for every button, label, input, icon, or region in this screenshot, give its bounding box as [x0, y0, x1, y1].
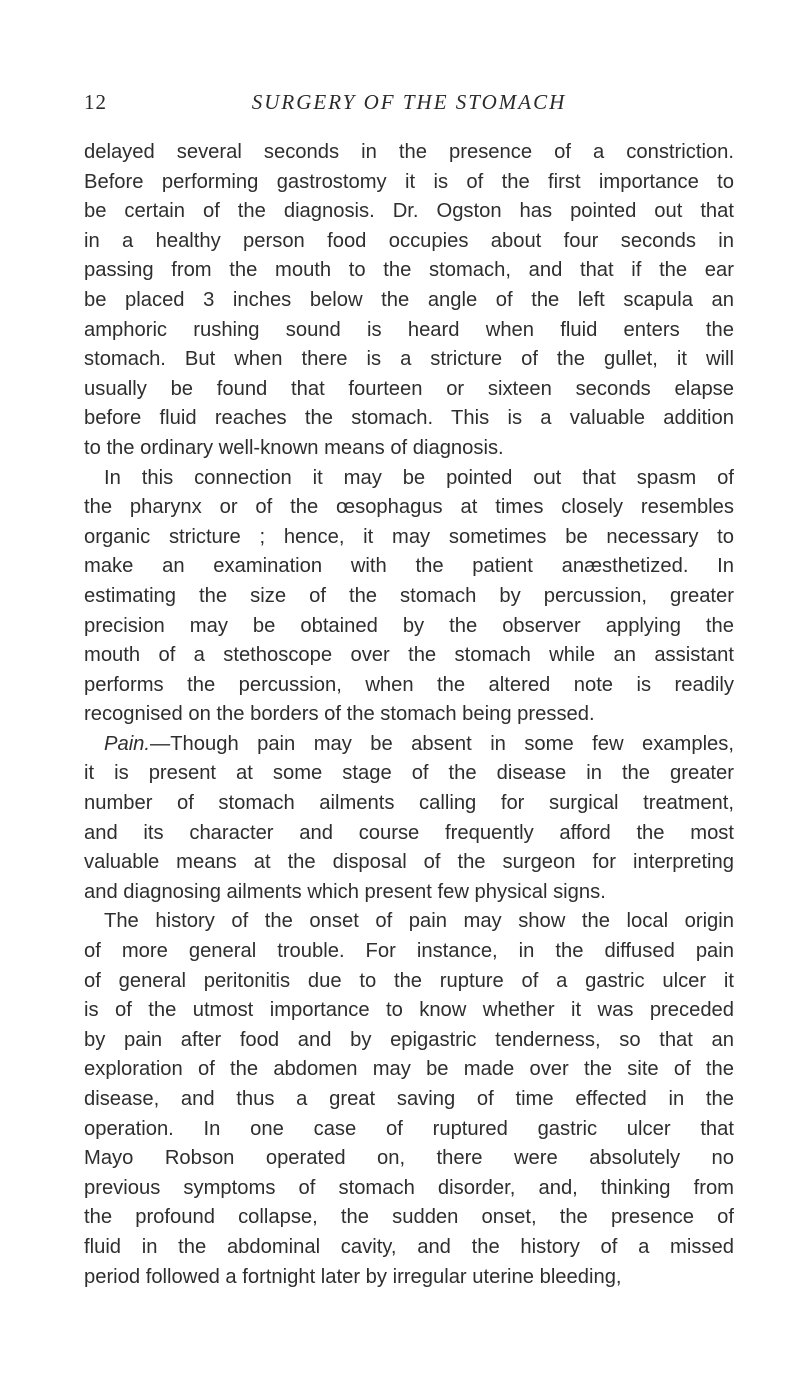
text-line — [84, 375, 734, 405]
body-text — [84, 138, 734, 1292]
line-text: passing from the mouth to the stomach, and that if the ear — [84, 259, 734, 282]
line-text: and diagnosing ailments which present few physical signs. — [84, 880, 606, 903]
text-line — [84, 819, 734, 849]
text-line — [84, 286, 734, 316]
text-line — [84, 641, 734, 671]
text-line — [84, 256, 734, 286]
running-title: SURGERY OF THE STOMACH — [251, 90, 567, 114]
line-text: to the ordinary well-known means of diagnosis. — [84, 436, 504, 459]
page-number: 12 — [84, 90, 107, 114]
text-line — [84, 227, 734, 257]
text-line — [84, 700, 734, 730]
text-line — [84, 582, 734, 612]
line-text: recognised on the borders of the stomach being pressed. — [84, 703, 595, 726]
line-text: usually be found that fourteen or sixteen seconds elapse — [84, 377, 734, 400]
text-line — [84, 464, 734, 494]
line-text: period followed a fortnight later by irregular uterine bleeding, — [84, 1265, 622, 1288]
text-line — [84, 730, 734, 760]
text-line — [84, 1026, 734, 1056]
text-line — [84, 937, 734, 967]
text-line — [84, 493, 734, 523]
text-line — [84, 789, 734, 819]
line-text: delayed several seconds in the presence of a constriction. — [84, 141, 734, 163]
line-text: the pharynx or of the œsophagus at times closely resembles — [84, 496, 734, 519]
paragraph — [84, 138, 734, 464]
text-line — [84, 1055, 734, 1085]
text-line — [84, 168, 734, 198]
text-line — [84, 1233, 734, 1263]
line-text: is of the utmost importance to know whether it was preceded — [84, 999, 734, 1022]
text-line — [84, 523, 734, 553]
line-text: of more general trouble. For instance, in the diffused pain — [84, 940, 734, 963]
text-line — [84, 878, 734, 908]
line-text: Before performing gastrostomy it is of the first importance to — [84, 170, 734, 193]
line-text: valuable means at the disposal of the surgeon for interpreting — [84, 851, 734, 874]
text-line — [84, 138, 734, 168]
paragraph — [84, 907, 734, 1292]
line-text: operation. In one case of ruptured gastric ulcer that — [84, 1117, 734, 1140]
line-text: In this connection it may be pointed out that spasm of — [104, 466, 734, 489]
line-text: The history of the onset of pain may show the local origin — [104, 910, 734, 933]
line-text: it is present at some stage of the disease in the greater — [84, 762, 734, 785]
line-text: performs the percussion, when the altered note is readily — [84, 673, 734, 696]
line-text: disease, and thus a great saving of time effected in the — [84, 1088, 734, 1110]
line-text: make an examination with the patient anæsthetized. In — [84, 555, 734, 578]
text-line — [84, 1203, 734, 1233]
text-line — [84, 316, 734, 346]
line-text: organic stricture ; hence, it may sometimes be necessary to — [84, 525, 734, 548]
line-text: of general peritonitis due to the rupture of a gastric ulcer it — [84, 969, 734, 992]
text-line — [84, 197, 734, 227]
line-text: precision may be obtained by the observer applying the — [84, 614, 734, 637]
line-text: by pain after food and by epigastric tenderness, so that an — [84, 1028, 734, 1051]
paragraph — [84, 464, 734, 730]
text-line — [84, 1115, 734, 1145]
line-text: estimating the size of the stomach by percussion, greater — [84, 584, 734, 607]
line-text: the profound collapse, the sudden onset, the presence of — [84, 1206, 734, 1229]
line-text: mouth of a stethoscope over the stomach while an assistant — [84, 644, 734, 667]
line-text: before fluid reaches the stomach. This is a valuable addition — [84, 407, 734, 430]
text-line — [84, 1085, 734, 1115]
text-line — [84, 434, 734, 464]
text-line — [84, 345, 734, 375]
text-line — [84, 967, 734, 997]
section-lead: Pain. — [104, 732, 151, 755]
line-text: fluid in the abdominal cavity, and the history of a missed — [84, 1235, 734, 1258]
text-line — [84, 1174, 734, 1204]
paragraph — [84, 730, 734, 908]
text-line — [84, 671, 734, 701]
line-text: previous symptoms of stomach disorder, and, thinking from — [84, 1176, 734, 1199]
line-text: number of stomach ailments calling for surgical treatment, — [84, 792, 734, 815]
running-head — [84, 90, 734, 120]
line-text: stomach. But when there is a stricture of the gullet, it will — [84, 348, 734, 371]
line-text: in a healthy person food occupies about four seconds in — [84, 229, 734, 252]
text-line — [84, 759, 734, 789]
line-text: and its character and course frequently afford the most — [84, 821, 734, 844]
line-text: amphoric rushing sound is heard when fluid enters the — [84, 318, 734, 341]
text-line — [84, 907, 734, 937]
line-text: be certain of the diagnosis. Dr. Ogston has pointed out that — [84, 200, 734, 223]
text-line — [84, 552, 734, 582]
line-text: be placed 3 inches below the angle of the left scapula an — [84, 288, 734, 311]
text-line — [84, 612, 734, 642]
line-text: —Though pain may be absent in some few examples, — [150, 732, 734, 755]
text-line — [84, 1144, 734, 1174]
text-line — [84, 996, 734, 1026]
text-line — [84, 1263, 734, 1293]
text-line — [84, 848, 734, 878]
text-line — [84, 404, 734, 434]
line-text: exploration of the abdomen may be made over the site of the — [84, 1058, 734, 1081]
line-text: Mayo Robson operated on, there were absolutely no — [84, 1147, 734, 1170]
